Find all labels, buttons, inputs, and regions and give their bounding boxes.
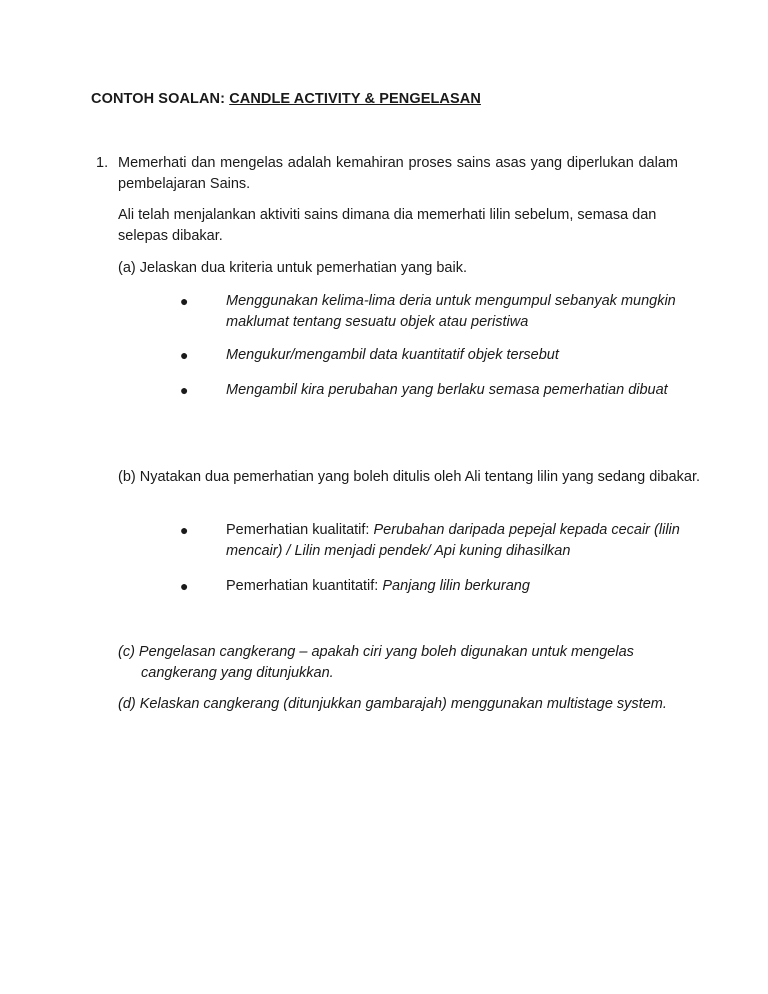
part-a-answer-2: Mengukur/mengambil data kuantitatif objek tersebut [226, 347, 559, 363]
bullet-icon: ● [180, 347, 189, 363]
part-b-answer-2 [226, 576, 686, 597]
answer-text: Panjang lilin berkurang [382, 578, 530, 594]
part-c-label: (c) Pengelasan cangkerang – apakah ciri yang boleh digunakan untuk mengelas cangkerang yang ditunjukkan. [118, 644, 634, 681]
part-b-answer-1 [226, 520, 686, 562]
question-intro: Memerhati dan mengelas adalah kemahiran proses sains asas yang diperlukan dalam pembelajaran Sains. [118, 155, 678, 192]
question-scenario: Ali telah menjalankan aktiviti sains dimana dia memerhati lilin sebelum, semasa dan selepas dibakar. [118, 207, 657, 244]
part-b-label: (b) Nyatakan dua pemerhatian yang boleh ditulis oleh Ali tentang lilin yang sedang dibakar. [118, 469, 700, 485]
part-a-answer-3: Mengambil kira perubahan yang berlaku semasa pemerhatian dibuat [226, 382, 668, 398]
title-prefix: CONTOH SOALAN: [91, 91, 230, 107]
title-underlined: CANDLE ACTIVITY & PENGELASAN [229, 91, 481, 107]
part-a-label: (a) Jelaskan dua kriteria untuk pemerhatian yang baik. [118, 260, 467, 276]
answer-lead: Pemerhatian kualitatif: [226, 522, 374, 538]
page-title [91, 89, 481, 110]
part-d-label: (d) Kelaskan cangkerang (ditunjukkan gambarajah) menggunakan multistage system. [118, 696, 667, 712]
question-number: 1. [96, 155, 109, 171]
bullet-icon: ● [180, 578, 189, 594]
answer-text: Perubahan daripada pepejal kepada cecair (lilin mencair) / Lilin menjadi pendek/ Api kuning dihasilkan [226, 522, 680, 559]
part-a-answer-1: Menggunakan kelima-lima deria untuk mengumpul sebanyak mungkin maklumat tentang sesuatu objek atau peristiwa [226, 293, 676, 330]
bullet-icon: ● [180, 382, 189, 398]
answer-lead: Pemerhatian kuantitatif: [226, 578, 383, 594]
bullet-icon: ● [180, 293, 189, 309]
bullet-icon: ● [180, 522, 189, 538]
